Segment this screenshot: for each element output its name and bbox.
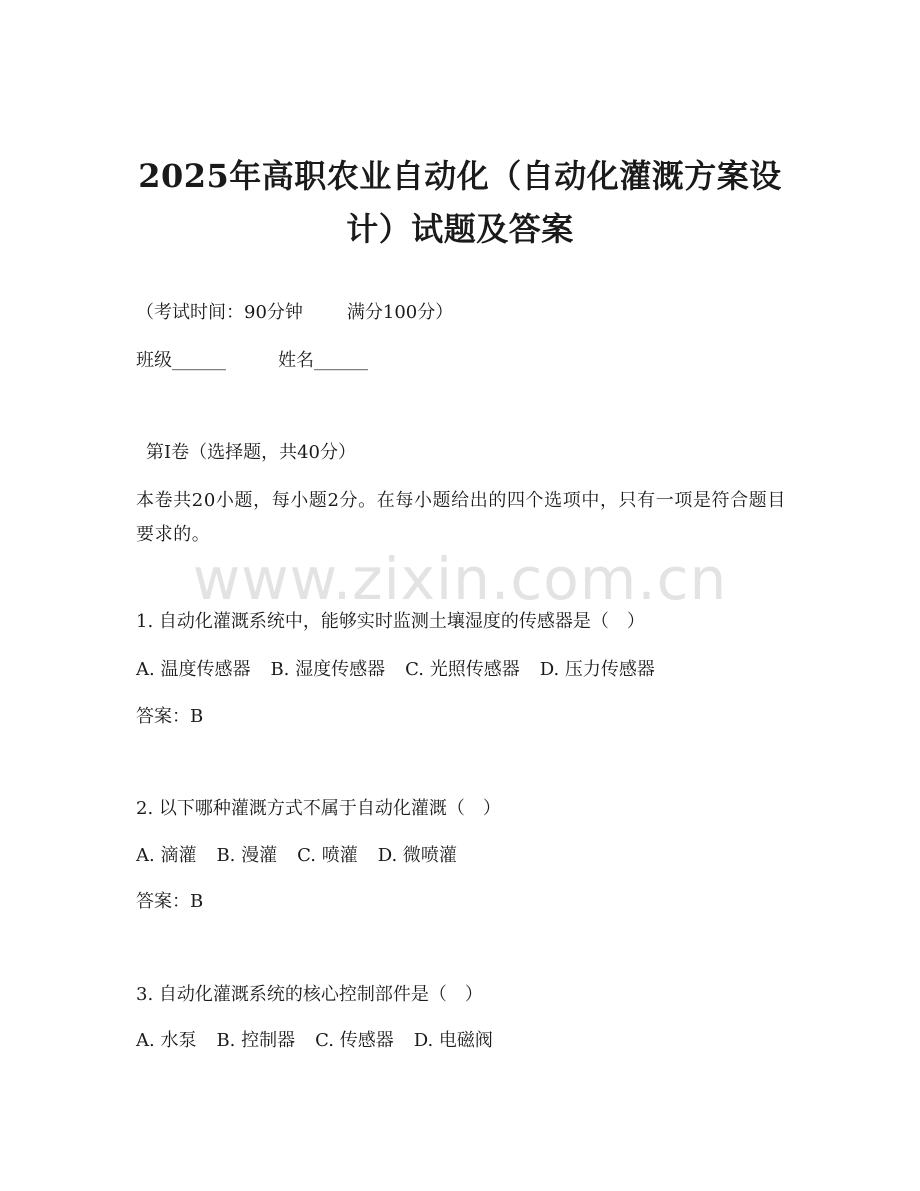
class-field: 班级______ [136, 350, 226, 371]
option-d: D. 微喷灌 [377, 845, 457, 866]
question-1: 1. 自动化灌溉系统中，能够实时监测土壤湿度的传感器是（ ） [136, 611, 645, 632]
exam-info [136, 298, 453, 328]
name-field: 姓名______ [278, 350, 368, 371]
option-b: B. 控制器 [216, 1030, 296, 1051]
question-1-answer: 答案：B [136, 706, 204, 727]
option-a: A. 滴灌 [136, 845, 197, 866]
option-b: B. 湿度传感器 [270, 659, 386, 680]
option-c: C. 光照传感器 [405, 659, 520, 680]
exam-time: （考试时间：90分钟 [136, 302, 303, 323]
section-instructions: 本卷共20小题，每小题2分。在每小题给出的四个选项中，只有一项是符合题目要求的。 [136, 490, 786, 545]
question-1-options [136, 655, 655, 685]
section-heading: 第I卷（选择题，共40分） [146, 442, 357, 463]
option-c: C. 传感器 [315, 1030, 394, 1051]
watermark: www.zixin.com.cn [192, 545, 728, 613]
option-c: C. 喷灌 [297, 845, 358, 866]
question-3: 3. 自动化灌溉系统的核心控制部件是（ ） [136, 984, 483, 1005]
student-info [136, 346, 368, 376]
option-d: D. 压力传感器 [539, 659, 655, 680]
exam-score: 满分100分） [346, 302, 454, 323]
document-title: 2025年高职农业自动化（自动化灌溉方案设计）试题及答案 [138, 157, 782, 248]
question-2: 2. 以下哪种灌溉方式不属于自动化灌溉（ ） [136, 798, 501, 819]
option-a: A. 水泵 [136, 1030, 197, 1051]
question-2-answer: 答案：B [136, 891, 204, 912]
option-a: A. 温度传感器 [136, 659, 251, 680]
question-2-options [136, 841, 457, 871]
question-3-options [136, 1026, 493, 1056]
option-b: B. 漫灌 [216, 845, 278, 866]
option-d: D. 电磁阀 [413, 1030, 493, 1051]
